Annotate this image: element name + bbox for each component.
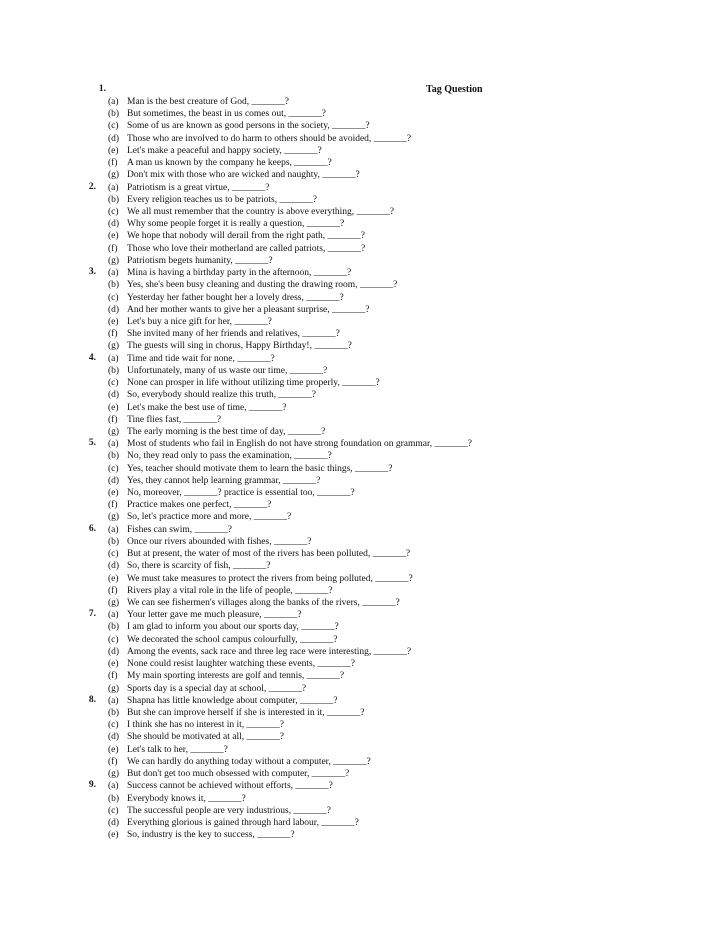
list-item (108, 255, 273, 267)
list-item (108, 487, 355, 499)
item-label: (c) (108, 463, 119, 474)
item-label: (b) (108, 793, 120, 804)
item-label: (e) (108, 573, 119, 584)
list-item (108, 780, 333, 792)
item-label: (g) (108, 769, 120, 780)
list-item (108, 670, 344, 682)
item-text: So, there is scarcity of fish, _______? (127, 561, 271, 572)
worksheet-title: Tag Question (426, 84, 483, 95)
list-item (108, 120, 370, 132)
item-label: (d) (108, 304, 120, 315)
item-label: (a) (108, 695, 119, 706)
list-item (108, 634, 337, 646)
list-item (108, 157, 332, 169)
list-item (108, 573, 413, 585)
item-text: We must take measures to protect the rivers from being polluted, _______? (127, 573, 413, 584)
item-text: Those who are involved to do harm to others should be avoided, _______? (127, 133, 412, 144)
item-label: (c) (108, 378, 119, 389)
question-number: 8. (88, 694, 96, 705)
item-text: Let's talk to her, _______? (127, 744, 228, 755)
list-item (108, 194, 317, 206)
item-text: Why some people forget it is really a question, _______? (127, 219, 345, 230)
item-text: Yes, teacher should motivate them to learn the basic things, _______? (127, 463, 393, 474)
item-text: But sometimes, the beast in us comes out, _______? (127, 109, 326, 120)
item-label: (b) (108, 708, 120, 718)
item-text: Sports day is a special day at school, _______? (127, 683, 307, 694)
question-number: 1. (98, 84, 106, 94)
item-text: But don't get too much obsessed with computer, _______? (127, 769, 350, 780)
item-text: Most of students who fail in English do not have strong foundation on grammar, _______? (127, 439, 473, 450)
list-item (108, 365, 327, 377)
item-label: (b) (108, 536, 120, 547)
list-item (108, 267, 351, 279)
list-item (108, 108, 326, 120)
item-label: (f) (108, 158, 118, 169)
item-text: We can see fishermen's villages along the banks of the rivers, _______? (127, 598, 400, 609)
item-text: Man is the best creature of God, _______? (127, 97, 289, 107)
list-item (108, 377, 380, 389)
item-label: (g) (108, 341, 120, 352)
item-label: (a) (108, 353, 119, 364)
list-item (108, 731, 284, 743)
item-label: (f) (108, 671, 118, 682)
item-label: (d) (108, 561, 120, 572)
list-item (108, 646, 411, 658)
question-number: 9. (88, 780, 96, 791)
list-item (108, 597, 400, 609)
question-number: 4. (88, 352, 96, 363)
item-text: None can prosper in life without utilizing time properly, _______? (127, 378, 380, 389)
item-text: Everybody knows it, _______? (127, 793, 246, 804)
item-label: (e) (108, 744, 119, 755)
item-label: (a) (108, 524, 119, 535)
item-label: (f) (108, 243, 118, 254)
item-label: (f) (108, 500, 118, 511)
item-label: (d) (108, 475, 120, 486)
item-label: (f) (108, 585, 118, 596)
item-label: (c) (108, 805, 119, 816)
question-number: 5. (88, 438, 96, 449)
list-item (108, 707, 364, 719)
item-label: (c) (108, 292, 119, 303)
item-text: We decorated the school campus colourfully, _______? (127, 634, 338, 645)
question-number: 2. (88, 181, 96, 192)
list-item (108, 560, 271, 572)
item-text: No, they read only to pass the examination, _______? (127, 451, 332, 462)
item-text: And her mother wants to give her a pleasant surprise, _______? (127, 304, 370, 315)
item-text: So, everybody should realize this truth, _______? (127, 390, 316, 401)
list-item (108, 145, 322, 157)
item-label: (f) (108, 756, 118, 767)
item-label: (b) (108, 451, 120, 462)
list-item (108, 243, 365, 255)
item-text: I am glad to inform you about our sports day, _______? (127, 622, 339, 633)
item-label: (a) (108, 268, 119, 279)
item-text: Yesterday her father bought her a lovely dress, _______? (127, 292, 344, 303)
item-text: But at present, the water of most of the rivers has been polluted, _______? (127, 549, 411, 560)
item-label: (d) (108, 646, 120, 657)
item-text: She invited many of her friends and relatives, _______? (127, 329, 340, 340)
item-label: (g) (108, 255, 120, 266)
item-label: (g) (108, 598, 120, 609)
item-label: (a) (108, 182, 119, 193)
question-number: 7. (88, 609, 96, 620)
item-label: (f) (108, 329, 118, 340)
list-item (108, 695, 337, 707)
item-label: (c) (108, 549, 119, 560)
list-item (108, 658, 355, 670)
list-item (108, 402, 286, 414)
list-item (108, 206, 394, 218)
item-text: So, let's practice more and more, _______? (127, 512, 292, 523)
question-number: 3. (88, 267, 96, 278)
list-item (108, 817, 359, 829)
item-text: Yes, they cannot help learning grammar, _______? (127, 475, 321, 486)
list-item (108, 683, 306, 695)
list-item (108, 218, 344, 230)
list-item (108, 621, 339, 633)
item-label: (g) (108, 170, 120, 181)
question-number: 6. (88, 523, 96, 534)
item-text: Patriotism begets humanity, _______? (127, 255, 273, 266)
list-item (108, 353, 275, 365)
list-item (108, 756, 371, 768)
list-item (108, 744, 228, 756)
item-label: (g) (108, 512, 120, 523)
list-item (108, 450, 332, 462)
item-label: (d) (108, 133, 120, 144)
item-label: (d) (108, 219, 120, 230)
item-label: (e) (108, 830, 119, 841)
list-item (108, 279, 397, 291)
item-label: (a) (108, 781, 119, 792)
item-text: Patriotism is a great virtue, _______? (127, 182, 270, 193)
list-item (108, 609, 301, 621)
item-label: (f) (108, 414, 118, 425)
list-item (108, 548, 410, 560)
list-item (108, 499, 271, 511)
item-text: Tine flies fast, _______? (127, 414, 222, 425)
list-item (108, 304, 369, 316)
item-text: Rivers play a vital role in the life of people, _______? (127, 585, 333, 596)
item-label: (d) (108, 390, 120, 401)
item-label: (b) (108, 194, 120, 205)
item-text: Once our rivers abounded with fishes, _______? (127, 536, 312, 547)
list-item (108, 536, 311, 548)
list-item (108, 475, 320, 487)
item-text: A man us known by the company he keeps, _______? (127, 158, 332, 169)
item-label: (b) (108, 622, 120, 633)
list-item (108, 719, 284, 731)
item-text: Let's make a peaceful and happy society, _______? (127, 145, 322, 156)
item-text: None could resist laughter watching these events, _______? (127, 659, 355, 670)
list-item (108, 511, 291, 523)
item-text: Among the events, sack race and three leg race were interesting, _______? (127, 646, 412, 657)
item-text: Practice makes one perfect, _______? (127, 500, 272, 511)
list-item (108, 169, 360, 181)
item-label: (c) (108, 206, 119, 217)
list-item (108, 805, 331, 817)
item-label: (b) (108, 365, 120, 376)
item-text: Let's buy a nice gift for her, _______? (127, 316, 272, 327)
item-text: Yes, she's been busy cleaning and dusting the drawing room, _______? (127, 280, 398, 291)
item-label: (e) (108, 316, 119, 327)
item-label: (e) (108, 659, 119, 670)
item-text: Shapna has little knowledge about computer, _______? (127, 695, 338, 706)
item-label: (a) (108, 610, 119, 621)
list-item (108, 340, 352, 352)
item-text: Don't mix with those who are wicked and naughty, _______? (127, 170, 360, 181)
list-item (108, 426, 325, 438)
item-text: My main sporting interests are golf and tennis, _______? (127, 671, 345, 682)
list-item (108, 133, 411, 145)
item-label: (g) (108, 683, 120, 694)
list-item (108, 768, 349, 780)
list-item (108, 316, 272, 328)
item-label: (e) (108, 231, 119, 242)
item-text: I think she has no interest in it, _______? (127, 720, 284, 731)
item-text: We can hardly do anything today without a computer, _______? (127, 756, 371, 767)
list-item (108, 328, 340, 340)
item-text: Success cannot be achieved without efforts, _______? (127, 781, 333, 792)
item-text: She should be motivated at all, _______? (127, 732, 284, 743)
list-item (108, 793, 246, 805)
item-text: The successful people are very industrious, _______? (127, 805, 331, 816)
list-item (108, 585, 333, 597)
list-item (108, 438, 472, 450)
item-text: Let's make the best use of time, _______? (127, 402, 287, 413)
item-text: The guests will sing in chorus, Happy Birthday!, _______? (127, 341, 352, 352)
item-text: So, industry is the key to success, _______? (127, 830, 295, 841)
item-text: Every religion teaches us to be patriots, _______? (127, 194, 317, 205)
list-item (108, 829, 295, 841)
item-text: Time and tide wait for none, _______? (127, 353, 275, 364)
item-label: (e) (108, 145, 119, 156)
item-label: (g) (108, 426, 120, 437)
item-label: (d) (108, 732, 120, 743)
item-text: But she can improve herself if she is interested in it, _______? (127, 708, 365, 718)
list-item (108, 96, 289, 108)
item-label: (c) (108, 634, 119, 645)
item-text: Unfortunately, many of us waste our time, _______? (127, 365, 328, 376)
item-label: (b) (108, 109, 120, 120)
item-text: Fishes can swim, _______? (127, 524, 233, 535)
list-item (108, 389, 316, 401)
list-item (108, 524, 232, 536)
item-label: (d) (108, 817, 120, 828)
list-item (108, 414, 221, 426)
item-text: No, moreover, _______? practice is essential too, _______? (127, 488, 355, 499)
item-label: (a) (108, 97, 119, 107)
item-text: We all must remember that the country is above everything, _______? (127, 206, 395, 217)
item-label: (e) (108, 488, 119, 499)
item-text: The early morning is the best time of day, _______? (127, 426, 326, 437)
item-text: Mina is having a birthday party in the afternoon, _______? (127, 268, 352, 279)
item-text: Your letter gave me much pleasure, _______? (127, 610, 302, 621)
item-label: (c) (108, 121, 119, 132)
item-label: (e) (108, 402, 119, 413)
item-text: We hope that nobody will derail from the right path, _______? (127, 231, 366, 242)
item-text: Some of us are known as good persons in the society, _______? (127, 121, 370, 132)
item-label: (c) (108, 720, 119, 731)
item-label: (a) (108, 439, 119, 450)
list-item (108, 182, 269, 194)
item-label: (b) (108, 280, 120, 291)
list-item (108, 230, 365, 242)
item-text: Those who love their motherland are called patriots, _______? (127, 243, 366, 254)
list-item (108, 463, 393, 475)
item-text: Everything glorious is gained through hard labour, _______? (127, 817, 359, 828)
list-item (108, 292, 344, 304)
